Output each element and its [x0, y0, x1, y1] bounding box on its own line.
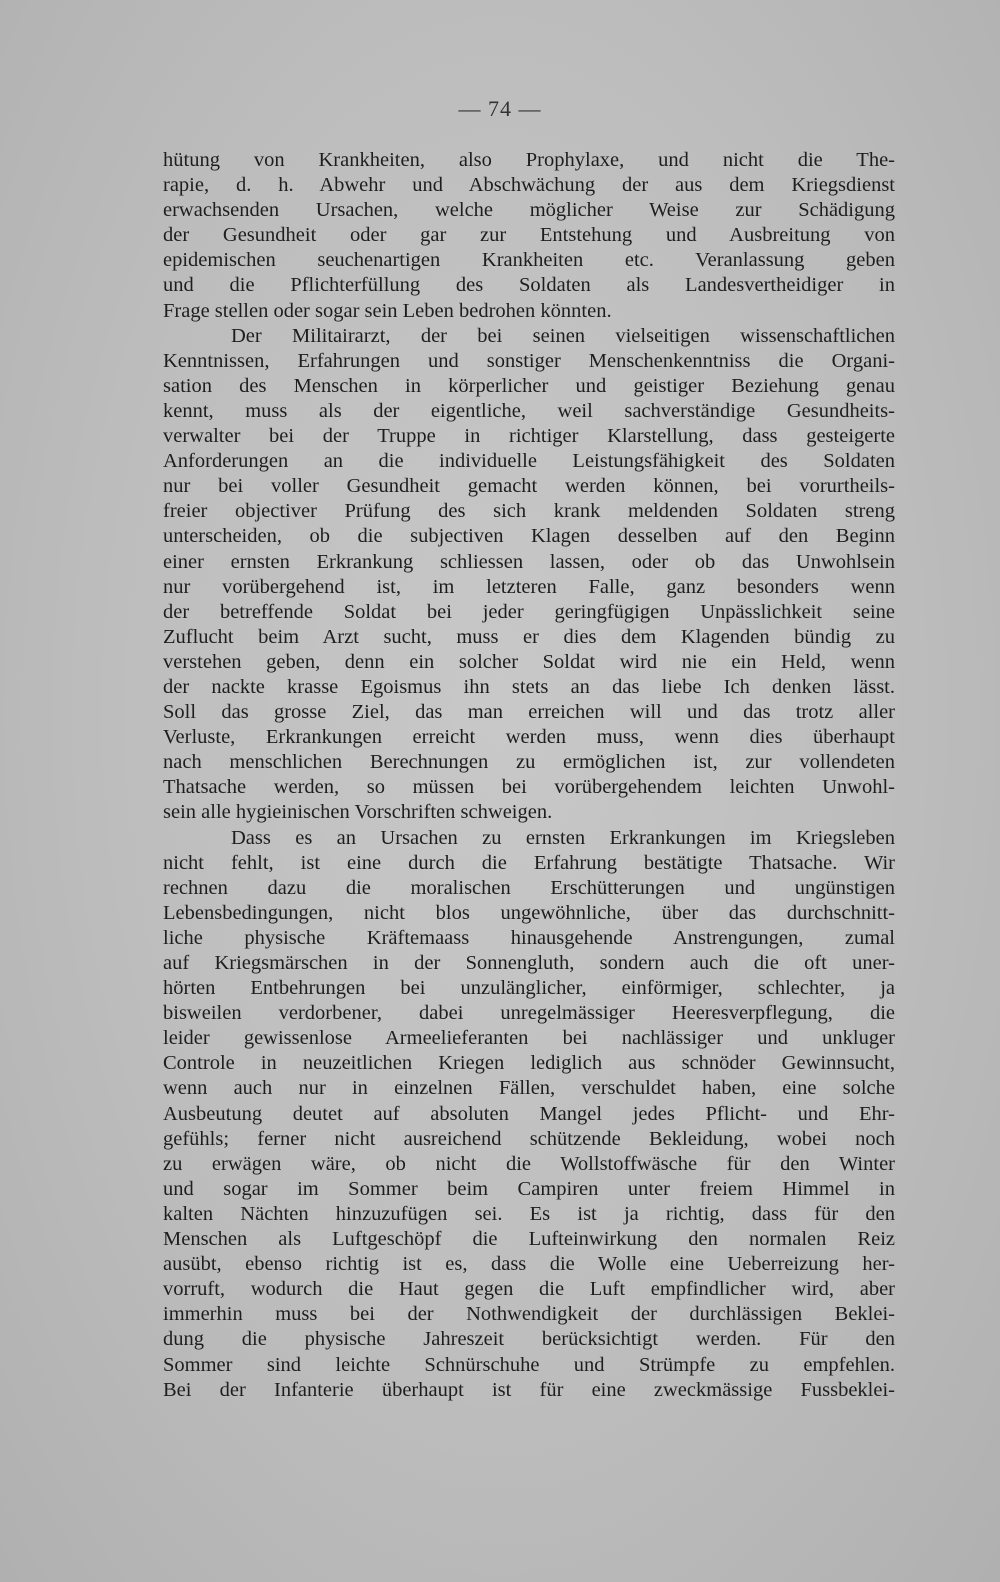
text-line: leider gewissenlose Armeelieferanten bei nachlässiger und unkluger [163, 1027, 895, 1050]
text-line: nicht fehlt, ist eine durch die Erfahrung bestätigte Thatsache. Wir [163, 851, 895, 874]
text-line: Kenntnissen, Erfahrungen und sonstiger Menschenkenntniss die Organi- [163, 349, 895, 372]
text-line: hörten Entbehrungen bei unzulänglicher, einförmiger, schlechter, ja [163, 977, 895, 1000]
text-line: rapie, d. h. Abwehr und Abschwächung der aus dem Kriegsdienst [163, 174, 895, 197]
text-line: verstehen geben, denn ein solcher Soldat wird nie ein Held, wenn [163, 650, 895, 673]
text-line: wenn auch nur in einzelnen Fällen, verschuldet haben, eine solche [163, 1077, 895, 1100]
text-line: gefühls; ferner nicht ausreichend schützende Bekleidung, wobei noch [163, 1127, 895, 1150]
page-number: — 74 — [458, 96, 542, 121]
text-line: nach menschlichen Berechnungen zu ermöglichen ist, zur vollendeten [163, 751, 895, 774]
text-line: Controle in neuzeitlichen Kriegen lediglich aus schnöder Gewinnsucht, [163, 1052, 895, 1075]
text-line: Ausbeutung deutet auf absoluten Mangel jedes Pflicht- und Ehr- [163, 1102, 895, 1125]
text-line: unterscheiden, ob die subjectiven Klagen desselben auf den Beginn [163, 525, 895, 548]
text-line: Verluste, Erkrankungen erreicht werden muss, wenn dies überhaupt [163, 726, 895, 749]
text-line: zu erwägen wäre, ob nicht die Wollstoffwäsche für den Winter [163, 1152, 895, 1175]
text-line: Frage stellen oder sogar sein Leben bedrohen könnten. [163, 299, 612, 322]
text-line: nur vorübergehend ist, im letzteren Falle, ganz besonders wenn [163, 575, 895, 598]
text-line: der nackte krasse Egoismus ihn stets an das liebe Ich denken lässt. [163, 675, 895, 698]
text-line: kalten Nächten hinzuzufügen sei. Es ist ja richtig, dass für den [163, 1202, 895, 1225]
text-line: nur bei voller Gesundheit gemacht werden können, bei vorurtheils- [163, 475, 895, 498]
text-line: und sogar im Sommer beim Campiren unter freiem Himmel in [163, 1177, 895, 1200]
text-line: Soll das grosse Ziel, das man erreichen will und das trotz aller [163, 701, 895, 724]
text-line: rechnen dazu die moralischen Erschütterungen und ungünstigen [163, 876, 895, 899]
text-line: Thatsache werden, so müssen bei vorübergehendem leichten Unwohl- [163, 776, 895, 799]
text-line: der Gesundheit oder gar zur Entstehung und Ausbreitung von [163, 224, 895, 247]
text-line: dung die physische Jahreszeit berücksichtigt werden. Für den [163, 1328, 895, 1351]
text-line: verwalter bei der Truppe in richtiger Klarstellung, dass gesteigerte [163, 425, 895, 448]
text-line: immerhin muss bei der Nothwendigkeit der durchlässigen Beklei- [163, 1303, 895, 1326]
text-line: bisweilen verdorbener, dabei unregelmässiger Heeresverpflegung, die [163, 1002, 895, 1025]
text-line: kennt, muss als der eigentliche, weil sachverständige Gesundheits- [163, 399, 895, 422]
text-line: und die Pflichterfüllung des Soldaten als Landesvertheidiger in [163, 274, 895, 297]
text-line: Der Militairarzt, der bei seinen vielseitigen wissenschaftlichen [231, 324, 895, 347]
text-line: Lebensbedingungen, nicht blos ungewöhnliche, über das durchschnitt- [163, 901, 895, 924]
text-line: freier objectiver Prüfung des sich krank meldenden Soldaten streng [163, 500, 895, 523]
text-line: einer ernsten Erkrankung schliessen lassen, oder ob das Unwohlsein [163, 550, 895, 573]
text-line: hütung von Krankheiten, also Prophylaxe, und nicht die The- [163, 149, 895, 171]
text-line: Zuflucht beim Arzt sucht, muss er dies dem Klagenden bündig zu [163, 625, 895, 648]
text-line: Menschen als Luftgeschöpf die Lufteinwirkung den normalen Reiz [163, 1228, 895, 1251]
text-line: sation des Menschen in körperlicher und geistiger Beziehung genau [163, 374, 895, 397]
text-line: Bei der Infanterie überhaupt ist für eine zweckmässige Fussbeklei- [163, 1378, 895, 1401]
text-line: der betreffende Soldat bei jeder geringfügigen Unpässlichkeit seine [163, 600, 895, 623]
text-line: Dass es an Ursachen zu ernsten Erkrankungen im Kriegsleben [231, 826, 895, 849]
text-line: erwachsenden Ursachen, welche möglicher Weise zur Schädigung [163, 199, 895, 222]
text-line: liche physische Kräftemaass hinausgehende Anstrengungen, zumal [163, 926, 895, 949]
text-line: auf Kriegsmärschen in der Sonnengluth, sondern auch die oft uner- [163, 952, 895, 974]
text-line: Anforderungen an die individuelle Leistungsfähigkeit des Soldaten [163, 450, 895, 473]
text-line: sein alle hygieinischen Vorschriften schweigen. [163, 801, 553, 824]
text-line: ausübt, ebenso richtig ist es, dass die Wolle eine Ueberreizung her- [163, 1253, 895, 1276]
text-line: vorruft, wodurch die Haut gegen die Luft empfindlicher wird, aber [163, 1278, 895, 1301]
body-text [163, 148, 895, 1403]
text-line: Sommer sind leichte Schnürschuhe und Strümpfe zu empfehlen. [163, 1353, 895, 1376]
text-line: epidemischen seuchenartigen Krankheiten etc. Veranlassung geben [163, 249, 895, 272]
